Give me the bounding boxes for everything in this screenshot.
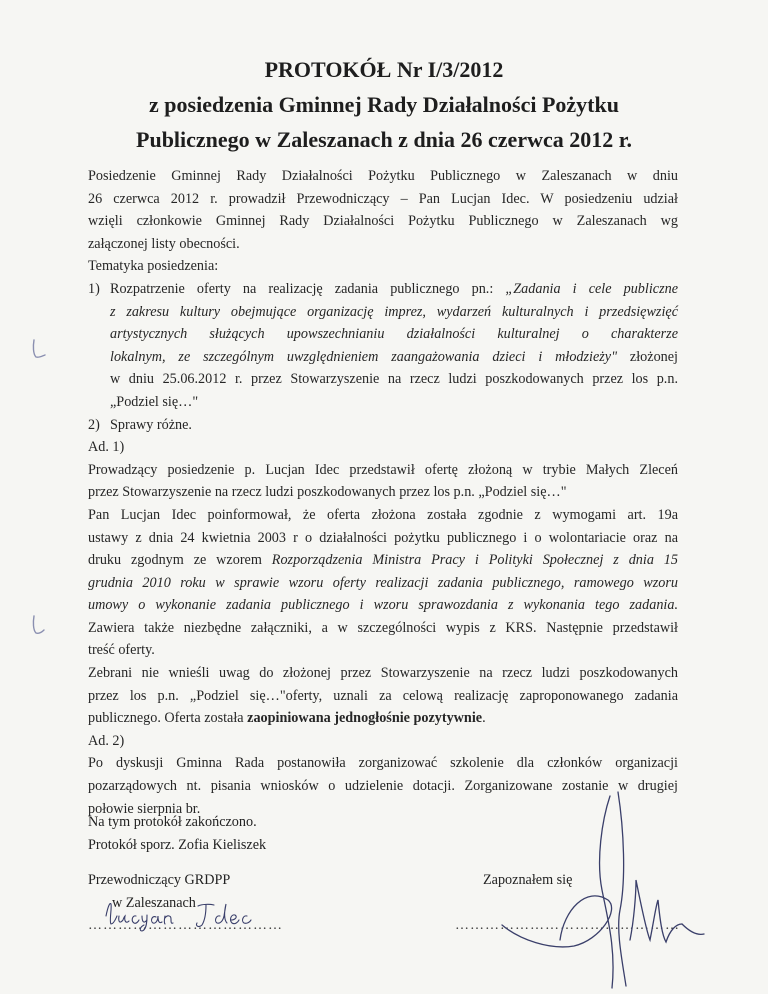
agenda-item-1-title-b: z zakresu kultury obejmujące organizację imprez, wydarzeń kulturalnych i przedsięwzięć xyxy=(110,303,678,320)
chairman-role: Przewodniczący GRDPP xyxy=(88,872,231,888)
ad2-line-2: pozarządowych nt. pisania wniosków o udzielenie dotacji. Zorganizowane zostanie w drugiej xyxy=(88,778,678,795)
ad1-line-1: Prowadzący posiedzenie p. Lucjan Idec przedstawił ofertę złożoną w trybie Małych Zleceń xyxy=(88,461,678,478)
agenda-item-1-line-d xyxy=(110,346,678,369)
ad2-line-3: połowie sierpnia br. xyxy=(88,800,201,817)
agenda-item-1-lead: Rozpatrzenie oferty na realizację zadania publicznego pn.: xyxy=(110,280,506,297)
agenda-item-1-tail-d: złożonej xyxy=(617,348,678,365)
ad1-line-10: Zebrani nie wnieśli uwag do złożonej przez Stowarzyszenie na rzecz ludzi poszkodowanych xyxy=(88,665,678,682)
handwritten-signature-left xyxy=(102,894,277,934)
agenda-item-1-line-a xyxy=(110,278,678,301)
agenda-heading: Tematyka posiedzenia: xyxy=(88,258,219,275)
document-title xyxy=(60,52,708,157)
ad1-line-9: treść oferty. xyxy=(88,642,155,659)
intro-line-4: załączonej listy obecności. xyxy=(88,235,240,252)
margin-mark-upper xyxy=(30,338,50,362)
ad2-line-1: Po dyskusji Gminna Rada postanowiła zorganizować szkolenie dla członków organizacji xyxy=(88,755,678,772)
ad1-line-7: umowy o wykonanie zadania publicznego i wzoru sprawozdania z wykonania tego zadania. xyxy=(88,597,678,614)
intro-line-2: 26 czerwca 2012 r. prowadził Przewodniczący – Pan Lucjan Idec. W posiedzeniu udział xyxy=(88,190,678,207)
ad2-heading: Ad. 2) xyxy=(88,732,125,749)
margin-mark-lower xyxy=(30,614,50,638)
ad1-line-6: grudnia 2010 roku w sprawie wzoru oferty realizacji zadania publicznego, ramowego wzoru xyxy=(88,574,678,591)
closing-line-2: Protokół sporz. Zofia Kieliszek xyxy=(88,837,267,853)
ad1-line-2: przez Stowarzyszenie na rzecz ludzi poszkodowanych przez los p.n. „Podziel się…" xyxy=(88,484,567,501)
title-line-2: z posiedzenia Gminnej Rady Działalności Pożytku xyxy=(149,92,619,117)
agenda-item-2 xyxy=(88,414,678,437)
handwritten-signature-right xyxy=(490,790,720,990)
ad1-line-12 xyxy=(88,707,678,730)
intro-line-1: Posiedzenie Gminnej Rady Działalności Pożytku Publicznego w Zaleszanach w dniu xyxy=(88,168,678,184)
ad1-line-12-a: publicznego. Oferta została xyxy=(88,710,248,727)
agenda-item-2-number: 2) xyxy=(88,416,100,433)
chairman-signature-dots: ………………………………… xyxy=(88,918,283,933)
closing-block xyxy=(88,811,266,857)
ad1-heading: Ad. 1) xyxy=(88,439,125,456)
ad1-line-12-c: . xyxy=(482,710,486,727)
ad1-line-5 xyxy=(88,549,678,572)
agenda-item-1-number: 1) xyxy=(88,280,100,297)
agenda-item-1-line-e: w dniu 25.06.2012 r. przez Stowarzyszenie na rzecz ludzi poszkodowanych przez los p.n. xyxy=(110,371,678,388)
title-line-1: PROTOKÓŁ Nr I/3/2012 xyxy=(264,57,504,82)
closing-line-1: Na tym protokół zakończono. xyxy=(88,814,257,830)
ad1-line-4: ustawy z dnia 24 kwietnia 2003 r o działalności pożytku publicznego i o wolontariacie oraz na xyxy=(88,529,678,546)
agenda-item-2-text: Sprawy różne. xyxy=(110,416,192,433)
agenda-item-1-title-c: artystycznych służących upowszechnianiu działalności kulturalnej o charakterze xyxy=(110,326,678,343)
ad1-line-11: przez los p.n. „Podziel się…"oferty, uznali za celową realizację zaproponowanego zadania xyxy=(88,687,678,704)
agenda-item-1-title-a: „Zadania i cele publiczne xyxy=(505,280,678,297)
ad1-line-5-b: Rozporządzenia Ministra Pracy i Polityki Społecznej z dnia 15 xyxy=(271,552,678,569)
ad1-line-12-bold: zaopiniowana jednogłośnie pozytywnie xyxy=(247,710,483,727)
acknowledgement-label: Zapoznałem się xyxy=(483,872,573,888)
title-line-3: Publicznego w Zaleszanach z dnia 26 czerwca 2012 r. xyxy=(136,127,632,152)
agenda-item-1-title-d: lokalnym, ze szczególnym uwzględnieniem zaangażowania dzieci i młodzieży" xyxy=(110,348,618,365)
intro-line-3: wzięli członkowie Gminnej Rady Działalności Pożytku Publicznego w Zaleszanach wg xyxy=(88,213,678,230)
intro-paragraph xyxy=(88,165,678,255)
ad1-line-5-a: druku zgodnym ze wzorem xyxy=(88,552,272,569)
ad1-line-8: Zawiera także niezbędne załączniki, a w szczególności wypis z KRS. Następnie przedstawił xyxy=(88,619,678,636)
agenda-item-1-line-f: „Podziel się…" xyxy=(110,393,199,410)
chairman-org: w Zaleszanach xyxy=(112,895,196,911)
ad1-line-3: Pan Lucjan Idec poinformował, że oferta złożona została zgodnie z wymogami art. 19a xyxy=(88,506,678,523)
document-body xyxy=(88,165,678,820)
acknowledgement-signature-dots: ……………………………………… xyxy=(455,918,680,933)
agenda-item-1 xyxy=(88,278,678,414)
